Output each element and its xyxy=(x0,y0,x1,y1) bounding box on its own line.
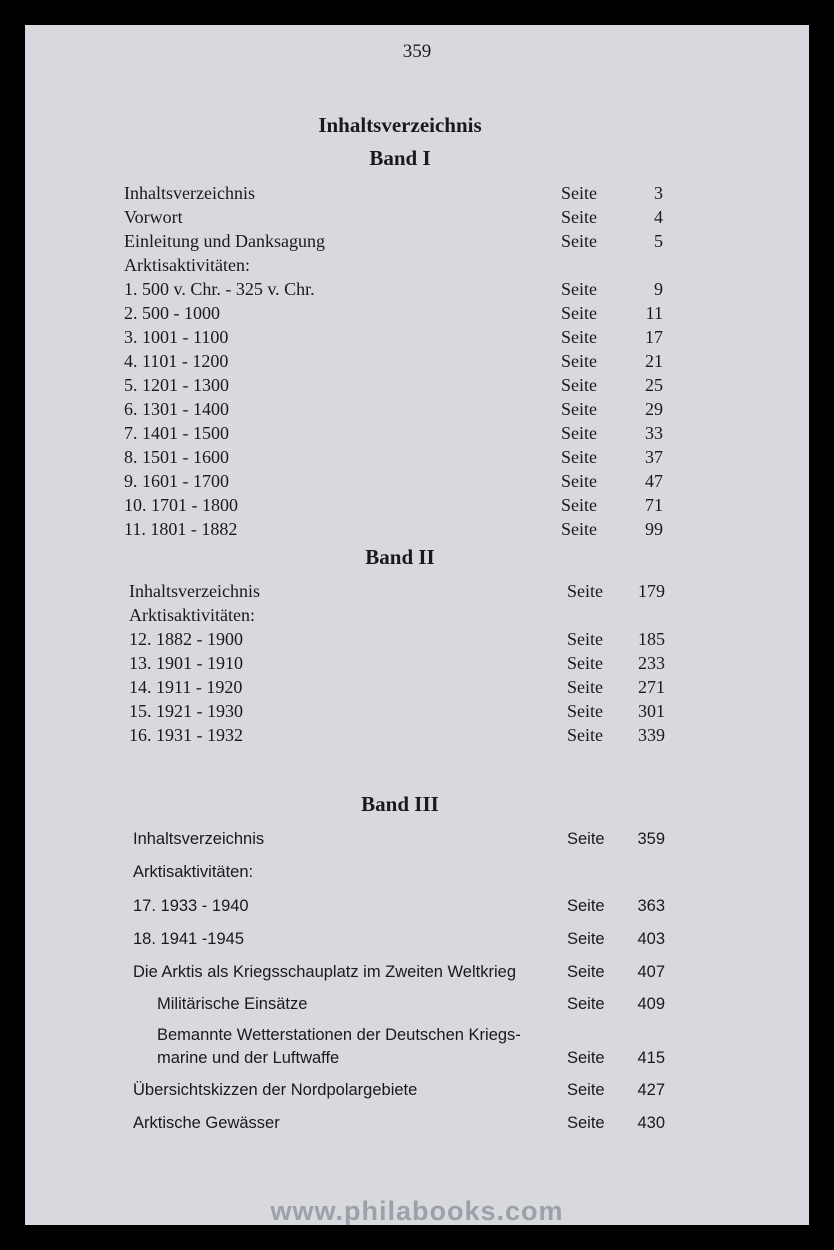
toc-entry xyxy=(25,399,809,423)
toc-entry xyxy=(25,725,809,749)
toc-entry-seite: Seite xyxy=(567,963,605,981)
toc-entry-seite: Seite xyxy=(561,231,597,251)
toc-entry-page-number: 3 xyxy=(654,183,663,203)
toc-entry xyxy=(25,327,809,351)
toc-entry xyxy=(25,897,809,921)
toc-entry-page-number: 29 xyxy=(645,399,663,419)
toc-entry-page-number: 11 xyxy=(645,303,663,323)
toc-entry xyxy=(25,351,809,375)
toc-entry xyxy=(25,519,809,543)
toc-entry-label: 9. 1601 - 1700 xyxy=(124,471,229,491)
toc-entry-seite: Seite xyxy=(567,1114,605,1132)
toc-entry-label: 12. 1882 - 1900 xyxy=(129,629,243,649)
toc-entry-page-number: 363 xyxy=(637,897,665,915)
toc-entry-page-number: 47 xyxy=(645,471,663,491)
toc-entry-label: Übersichtskizzen der Nordpolargebiete xyxy=(133,1081,418,1099)
toc-entry xyxy=(25,207,809,231)
toc-entry-label: 11. 1801 - 1882 xyxy=(124,519,238,539)
toc-entry-page-number: 33 xyxy=(645,423,663,443)
toc-entry-label: Inhaltsverzeichnis xyxy=(129,581,260,601)
toc-entry-page-number: 5 xyxy=(654,231,663,251)
toc-entry-page-number: 430 xyxy=(637,1114,665,1132)
toc-entry-seite: Seite xyxy=(561,423,597,443)
toc-entry-page-number: 301 xyxy=(638,701,665,721)
toc-entry-seite: Seite xyxy=(567,995,605,1013)
book-page xyxy=(25,25,809,1225)
toc-entry-label: 5. 1201 - 1300 xyxy=(124,375,229,395)
toc-entry xyxy=(25,1049,809,1073)
toc-entry-seite: Seite xyxy=(561,399,597,419)
toc-entry-seite: Seite xyxy=(561,207,597,227)
toc-entry xyxy=(25,255,809,279)
toc-entry-seite: Seite xyxy=(561,327,597,347)
toc-entry xyxy=(25,701,809,725)
toc-entry xyxy=(25,930,809,954)
toc-entry-label: 8. 1501 - 1600 xyxy=(124,447,229,467)
toc-entry-page-number: 25 xyxy=(645,375,663,395)
toc-entry-label: 16. 1931 - 1932 xyxy=(129,725,243,745)
toc-entry-label: 18. 1941 -1945 xyxy=(133,930,245,948)
toc-entry-label: Vorwort xyxy=(124,207,183,227)
toc-entry-label: Inhaltsverzeichnis xyxy=(124,183,255,203)
toc-entry xyxy=(25,1114,809,1138)
toc-entry-seite: Seite xyxy=(567,653,603,673)
toc-entry-page-number: 71 xyxy=(645,495,663,515)
toc-entry-seite: Seite xyxy=(561,279,597,299)
toc-entry-page-number: 185 xyxy=(638,629,665,649)
toc-title: Inhaltsverzeichnis xyxy=(318,113,482,137)
toc-entry-label: 13. 1901 - 1910 xyxy=(129,653,243,673)
toc-entry-label: 15. 1921 - 1930 xyxy=(129,701,243,721)
toc-entry-label: Arktisaktivitäten: xyxy=(124,255,250,275)
toc-entry xyxy=(25,629,809,653)
toc-entry xyxy=(25,375,809,399)
toc-entry-seite: Seite xyxy=(561,303,597,323)
toc-entry xyxy=(25,581,809,605)
toc-entry-label: 4. 1101 - 1200 xyxy=(124,351,229,371)
toc-entry xyxy=(25,447,809,471)
toc-entry xyxy=(25,995,809,1019)
toc-entry-seite: Seite xyxy=(567,830,605,848)
page-number: 359 xyxy=(402,41,432,62)
toc-entry xyxy=(25,471,809,495)
toc-entry-page-number: 409 xyxy=(637,995,665,1013)
toc-entry-seite: Seite xyxy=(567,629,603,649)
toc-entry xyxy=(25,830,809,854)
toc-entry-label: 17. 1933 - 1940 xyxy=(133,897,249,915)
toc-entry-seite: Seite xyxy=(567,725,603,745)
toc-entry-label: Arktische Gewässer xyxy=(133,1114,280,1132)
toc-entry-page-number: 359 xyxy=(637,830,665,848)
toc-entry-seite: Seite xyxy=(567,1049,605,1067)
toc-entry-page-number: 427 xyxy=(637,1081,665,1099)
toc-entry-seite: Seite xyxy=(561,375,597,395)
toc-entry-seite: Seite xyxy=(561,183,597,203)
toc-entry-page-number: 4 xyxy=(654,207,663,227)
toc-entry-page-number: 233 xyxy=(638,653,665,673)
toc-entry-label: 10. 1701 - 1800 xyxy=(124,495,238,515)
toc-entry-page-number: 21 xyxy=(645,351,663,371)
toc-entry xyxy=(25,863,809,887)
toc-entry-seite: Seite xyxy=(567,1081,605,1099)
toc-entry-label: Die Arktis als Kriegsschauplatz im Zweiten Weltkrieg xyxy=(133,963,516,981)
toc-entry-seite: Seite xyxy=(567,581,603,601)
toc-entry-label: 14. 1911 - 1920 xyxy=(129,677,243,697)
toc-entry xyxy=(25,183,809,207)
toc-entry-label: Arktisaktivitäten: xyxy=(133,863,254,881)
toc-entry-page-number: 403 xyxy=(637,930,665,948)
toc-entry-seite: Seite xyxy=(561,471,597,491)
toc-entry-seite: Seite xyxy=(561,519,597,539)
toc-entry-page-number: 271 xyxy=(638,677,665,697)
toc-entry xyxy=(25,653,809,677)
toc-entry-seite: Seite xyxy=(561,351,597,371)
watermark: www.philabooks.com xyxy=(270,1196,564,1225)
toc-entry xyxy=(25,1026,809,1050)
toc-entry xyxy=(25,423,809,447)
band-3-heading: Band III xyxy=(361,792,439,816)
toc-entry-seite: Seite xyxy=(567,701,603,721)
toc-entry xyxy=(25,605,809,629)
toc-entry-label: Inhaltsverzeichnis xyxy=(133,830,265,848)
toc-entry-label: 2. 500 - 1000 xyxy=(124,303,220,323)
toc-entry-label: Einleitung und Danksagung xyxy=(124,231,325,251)
band-1-heading: Band I xyxy=(369,146,431,170)
toc-entry-label: 3. 1001 - 1100 xyxy=(124,327,229,347)
toc-entry-label: marine und der Luftwaffe xyxy=(157,1049,340,1067)
toc-entry-label: Militärische Einsätze xyxy=(157,995,308,1013)
toc-entry-page-number: 179 xyxy=(638,581,665,601)
band-2-heading: Band II xyxy=(365,545,435,569)
toc-entry xyxy=(25,677,809,701)
toc-entry xyxy=(25,303,809,327)
toc-entry xyxy=(25,963,809,987)
toc-entry-page-number: 407 xyxy=(637,963,665,981)
toc-entry-page-number: 415 xyxy=(637,1049,665,1067)
toc-entry-page-number: 9 xyxy=(654,279,663,299)
toc-entry-page-number: 17 xyxy=(645,327,663,347)
toc-entry-label: 1. 500 v. Chr. - 325 v. Chr. xyxy=(124,279,315,299)
toc-entry-seite: Seite xyxy=(561,447,597,467)
toc-entry-page-number: 99 xyxy=(645,519,663,539)
toc-entry xyxy=(25,279,809,303)
toc-entry-seite: Seite xyxy=(561,495,597,515)
toc-entry-seite: Seite xyxy=(567,897,605,915)
toc-entry-label: 7. 1401 - 1500 xyxy=(124,423,229,443)
toc-entry-seite: Seite xyxy=(567,677,603,697)
toc-entry-page-number: 37 xyxy=(645,447,663,467)
toc-entry xyxy=(25,1081,809,1105)
toc-entry-label: Bemannte Wetterstationen der Deutschen Kriegs- xyxy=(157,1026,521,1044)
toc-entry-label: 6. 1301 - 1400 xyxy=(124,399,229,419)
toc-entry xyxy=(25,231,809,255)
toc-entry-page-number: 339 xyxy=(638,725,665,745)
toc-entry-seite: Seite xyxy=(567,930,605,948)
toc-entry-label: Arktisaktivitäten: xyxy=(129,605,255,625)
toc-entry xyxy=(25,495,809,519)
